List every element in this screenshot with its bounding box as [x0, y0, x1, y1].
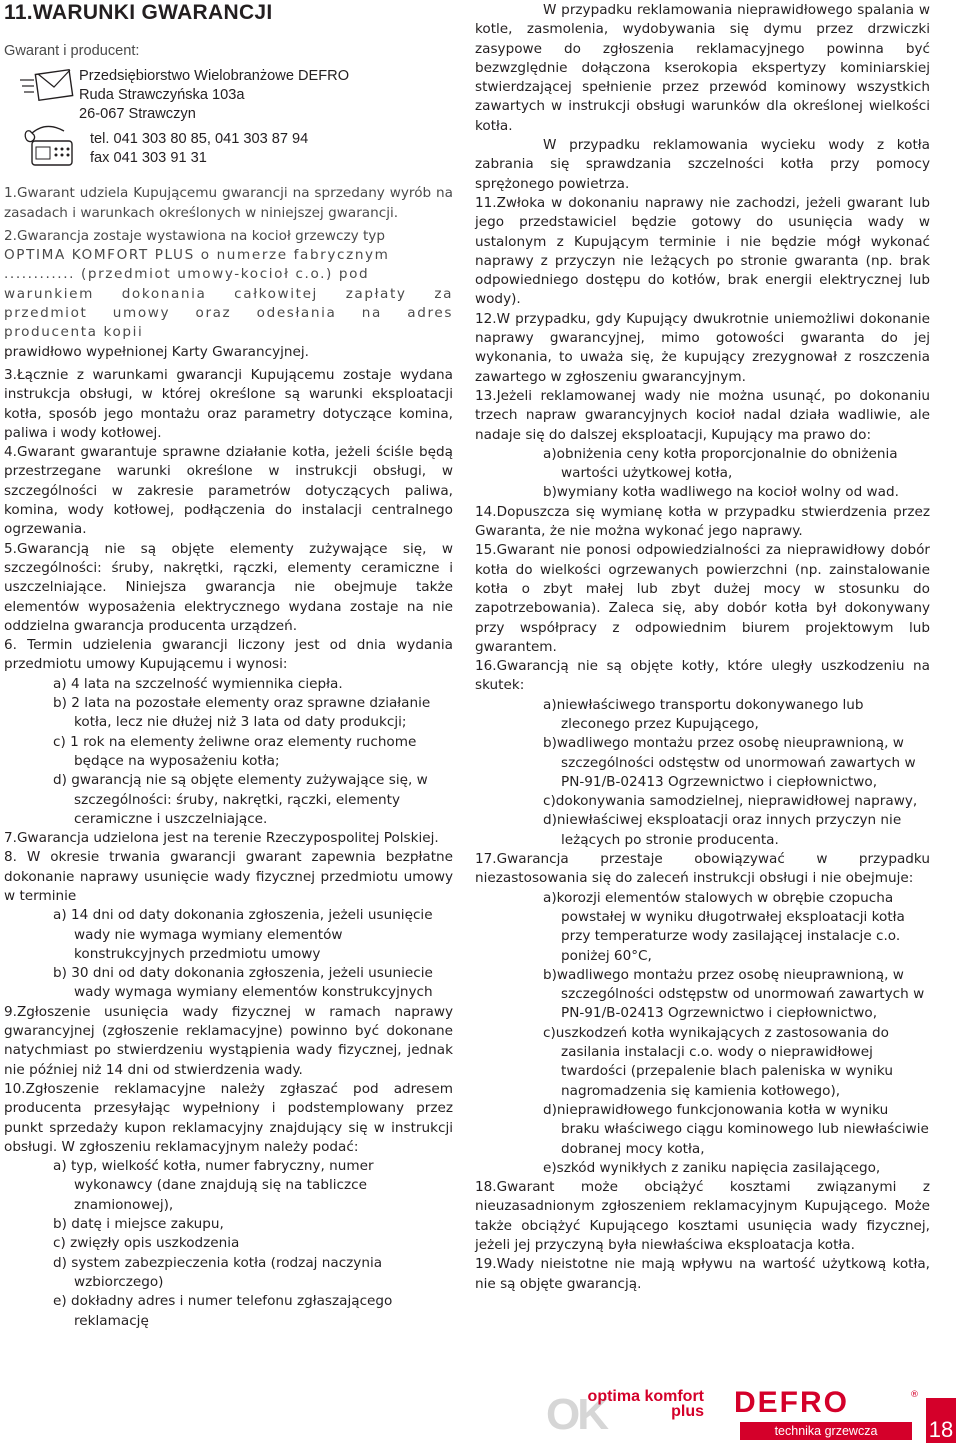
paragraph-1: 1.Gwarant udziela Kupującemu gwarancji na sprzedany wyrób na zasadach i warunkach określonych w niniejszej gwarancji. — [4, 185, 453, 221]
left-column — [4, 0, 453, 1331]
paragraph-4: 4.Gwarant gwarantuje sprawne działanie kotła, jeżeli ściśle będą przestrzegane warunki określone w instrukcji obsługi, w szczególności w zakresie parametrów dotyczących paliwa, komina, wody kotłowej, podłączenia do instalacji centralnego ogrzewania. — [4, 444, 453, 538]
p6-item-d: d) gwarancją nie są objęte elementy zużywające się, w szczególności: śruby, nakrętki, rączki, elementy ceramiczne i uszczelniające. — [53, 772, 428, 827]
paragraph-9: 9.Zgłoszenie usunięcia wady fizycznej w ramach naprawy gwarancyjnej (zgłoszenie reklamacyjne) powinno być dokonane natychmiast po stwierdzeniu wystąpienia wady fizycznej, jednak nie później niż 14 dni od stwierdzenia wady. — [4, 1003, 453, 1078]
intro-smoke: W przypadku reklamowania nieprawidłowego spalania w kotle, zasmolenia, wydobywania się dymu przez drzwiczki zasypowe do zgłoszenia reklamacyjnego powinna być bezwzględnie dołączona kserokopia ekspertyzy kominiarskiej stwierdzającej spełnienie przez przewód kominowy wszystkich zawartych w instrukcji obsługi warunków dla określonej wielkości kotła. — [475, 2, 930, 134]
p17-item-d: d)nieprawidłowego funkcjonowania kotła w wyniku braku właściwego ciągu kominowego lub niewłaściwie dobranej mocy kotła, — [543, 1101, 929, 1157]
p16-item-d: d)niewłaściwej eksploatacji oraz innych przyczyn nie leżących po stronie producenta. — [543, 812, 902, 848]
paragraph-18: 18.Gwarant może obciążyć kosztami związanymi z nieuzasadnionym zgłoszeniem reklamacyjnym Kupującego. Może także obciążyć Kupującego kosztami usunięcia wady fizycznej, jeżeli jej przyczyną była niewłaściwa eksploatacja kotła. — [475, 1179, 930, 1253]
paragraph-6: 6. Termin udzielenia gwarancji liczony jest od dnia wydania przedmiotu umowy Kupującemu i wynosi: — [4, 637, 453, 673]
left-paragraphs — [4, 184, 453, 1331]
paragraph-3: 3.Łącznie z warunkami gwarancji Kupującemu zostaje wydana instrukcja obsługi, w której określone są warunki eksploatacji kotła, sposób jego montażu oraz parametry dotyczące komina, paliwa i wody kotłowej. — [4, 366, 453, 441]
company-name: Przedsiębiorstwo Wielobranżowe DEFRO — [79, 68, 350, 85]
paragraph-2-condition: warunkiem dokonania całkowitej zapłaty za przedmiot umowy oraz odesłania na adres producenta kopii — [4, 285, 453, 341]
p17-item-b: b)wadliwego montażu przez osobę nieuprawnioną, w szczególności odstępstw od unormowań zawartych w PN-91/B-02413 Ogrzewnictwo i ciepłownictwo, — [543, 966, 925, 1022]
p6-item-a: a) 4 lata na szczelność wymiennika ciepła. — [53, 675, 343, 692]
fax-phone-icon — [22, 123, 80, 171]
p10-item-b: b) datę i miejsce zakupu, — [53, 1216, 224, 1233]
paragraph-10: 10.Zgłoszenie reklamacyjne należy zgłaszać pod adresem producenta przesyłając wypełniony i podstemplowany przez punkt sprzedaży kupon reklamacyjny znajdujący się w instrukcji obsługi. W zgłoszeniu reklamacyjnym należy podać: — [4, 1080, 453, 1155]
paragraph-19: 19.Wady nieistotne nie mają wpływu na wartość użytkową kotła, nie są objęte gwarancją. — [475, 1256, 930, 1292]
paragraph-12: 12.W przypadku, gdy Kupujący dwukrotnie uniemożliwi dokonanie naprawy gwarancyjnej, mimo gotowości gwaranta do jej wykonania, to uważa się, że kupujący zrezygnował z roszczenia zawartego w zgłoszeniu gwarancyjnym. — [475, 310, 930, 385]
street: Ruda Strawczyńska 103a — [79, 87, 245, 104]
p8-item-a: a) 14 dni od daty dokonania zgłoszenia, jeżeli usunięcie wady nie wymaga wymiany elementów konstrukcyjnych przedmiotu umowy — [53, 907, 433, 962]
p10-item-d: d) system zabezpieczenia kotła (rodzaj naczynia wzbiorczego) — [53, 1254, 383, 1290]
p8-item-b: b) 30 dni od daty dokonania zgłoszenia, jeżeli usuniecie wady wymaga wymiany elementów konstrukcyjnych — [53, 965, 433, 1001]
address-block — [79, 67, 453, 124]
intro-leak: W przypadku reklamowania wycieku wody z kotła zabrania się sprawdzania szczelności kotła przy pomocy sprężonego powietrza. — [475, 137, 930, 192]
p17-item-a: a)korozji elementów stalowych w obrębie czopucha powstałej w wyniku długotrwałej eksploatacji kotła przy temperaturze wody zasilającej instalacje c.o. poniżej 60°C, — [543, 889, 905, 964]
paragraph-2-end: prawidłowo wypełnionej Karty Gwarancyjnej. — [4, 343, 309, 360]
paragraph-2-serial: ............ (przedmiot umowy-kocioł c.o.) pod — [4, 266, 370, 283]
paragraph-16: 16.Gwarancją nie są objęte kotły, które uległy uszkodzeniu na skutek: — [475, 658, 930, 694]
product-name-line-1: optima komfort — [587, 1388, 704, 1405]
footer — [0, 1386, 960, 1447]
brand-logo: DEFRO — [734, 1386, 849, 1419]
envelope-icon — [20, 68, 74, 106]
city: 26-067 Strawczyn — [79, 106, 196, 123]
p6-item-b: b) 2 lata na pozostałe elementy oraz sprawne działanie kotła, lecz nie dłużej niż 3 lata od daty produkcji; — [53, 695, 431, 731]
p6-item-c: c) 1 rok na elementy żeliwne oraz elementy ruchome będące na wyposażeniu kotła; — [53, 733, 417, 769]
p13-item-a: a)obniżenia ceny kotła proporcjonalnie do obniżenia wartości użytkowej kotła, — [543, 445, 898, 482]
p10-item-e: e) dokładny adres i numer telefonu zgłaszającego reklamację — [53, 1293, 393, 1329]
registered-mark: ® — [910, 1390, 919, 1400]
paragraph-8: 8. W okresie trwania gwarancji gwarant zapewnia bezpłatne dokonanie naprawy usunięcie wady fizycznej przedmiotu umowy w terminie — [4, 849, 453, 904]
right-column — [475, 0, 930, 1294]
paragraph-7: 7.Gwarancja udzielona jest na terenie Rzeczypospolitej Polskiej. — [4, 830, 439, 847]
p16-item-b: b)wadliwego montażu przez osobę nieuprawnioną, w szczególności odstęstw od unormowań zawartych w PN-91/B-02413 Ogrzewnictwo i ciepłownictwo, — [543, 735, 916, 790]
page-number: 18 — [926, 1398, 956, 1443]
contact-block — [90, 130, 453, 168]
p10-item-c: c) zwięzły opis uszkodzenia — [53, 1235, 240, 1252]
paragraph-13: 13.Jeżeli reklamowanej wady nie można usunąć, po dokonaniu trzech napraw gwarancyjnych kocioł nadal działa wadliwie, ale nadaje się do dalszej eksploatacji, Kupujący ma prawo do: — [475, 387, 930, 443]
p16-item-a: a)niewłaściwego transportu dokonywanego lub zleconego przez Kupującego, — [543, 696, 864, 732]
brand-tagline: technika grzewcza — [740, 1422, 912, 1440]
product-logo — [562, 1389, 704, 1419]
product-name-line-2: plus — [671, 1403, 704, 1420]
paragraph-11: 11.Zwłoka w dokonaniu naprawy nie zachodzi, jeżeli gwarant lub jego przedstawiciel będzie gotowy do usunięcia wady w ustalonym z Kupującym terminie i nie będzie mógł wykonać naprawy z przyczyn nie leżących po stronie gwaranta (np. brak odpowiedniego dostępu do kotłów, brak energii elektrycznej lub wody). — [475, 194, 930, 308]
paragraph-2: 2.Gwarancja zostaje wystawiona na kocioł grzewczy typ — [4, 227, 385, 244]
guarantor-label: Gwarant i producent: — [4, 43, 140, 59]
ok-watermark-logo: OK — [546, 1390, 606, 1439]
paragraph-17: 17.Gwarancja przestaje obowiązywać w przypadku niezastosowania się do zaleceń instrukcji obsługi i nie obejmuje: — [475, 851, 930, 887]
fax: fax 041 303 91 31 — [90, 150, 207, 167]
paragraph-14: 14.Dopuszcza się wymianę kotła w przypadku stwierdzenia przez Gwaranta, że nie można wykonać jego naprawy. — [475, 503, 930, 540]
p17-item-c: c)uszkodzeń kotła wynikających z zastosowania do zasilania instalacji c.o. wody o nieprawidłowej twardości (przepalenie blach paleniska w wyniku nagromadzenia się kamienia kotłowego), — [543, 1024, 893, 1099]
paragraph-2-model: OPTIMA KOMFORT PLUS o numerze fabrycznym — [4, 247, 390, 264]
p17-item-e: e)szkód wynikłych z zaniku napięcia zasilającego, — [543, 1159, 881, 1176]
paragraph-5: 5.Gwarancją nie są objęte elementy zużywające się, w szczególności: śruby, nakrętki, rączki, elementy ceramiczne i uszczelniające. Niniejsza gwarancja nie obejmuje także elementów wyposażenia elektrycznego wydana zostaje na nie oddzielna gwarancja producenta urządzeń. — [4, 540, 453, 634]
telephone: tel. 041 303 80 85, 041 303 87 94 — [90, 131, 309, 148]
p16-item-c: c)dokonywania samodzielnej, nieprawidłowej naprawy, — [543, 793, 918, 810]
p13-item-b: b)wymiany kotła wadliwego na kocioł wolny od wad. — [543, 484, 899, 501]
paragraph-15: 15.Gwarant nie ponosi odpowiedzialności za nieprawidłowy dobór kotła do wielkości ogrzewanych powierzchni (np. zainstalowanie kotła o zbyt małej lub zbyt dużej mocy w stosunku do zapotrzebowania). Zaleca się, aby dobór kotła był dokonywany przy współpracy z odpowiednim biurem projektowym lub gwarantem. — [475, 542, 930, 655]
p10-item-a: a) typ, wielkość kotła, numer fabryczny, numer wykonawcy (dane znajdują się na tabliczce znamionowej), — [53, 1158, 374, 1213]
section-heading: 11.WARUNKI GWARANCJI — [4, 1, 273, 24]
